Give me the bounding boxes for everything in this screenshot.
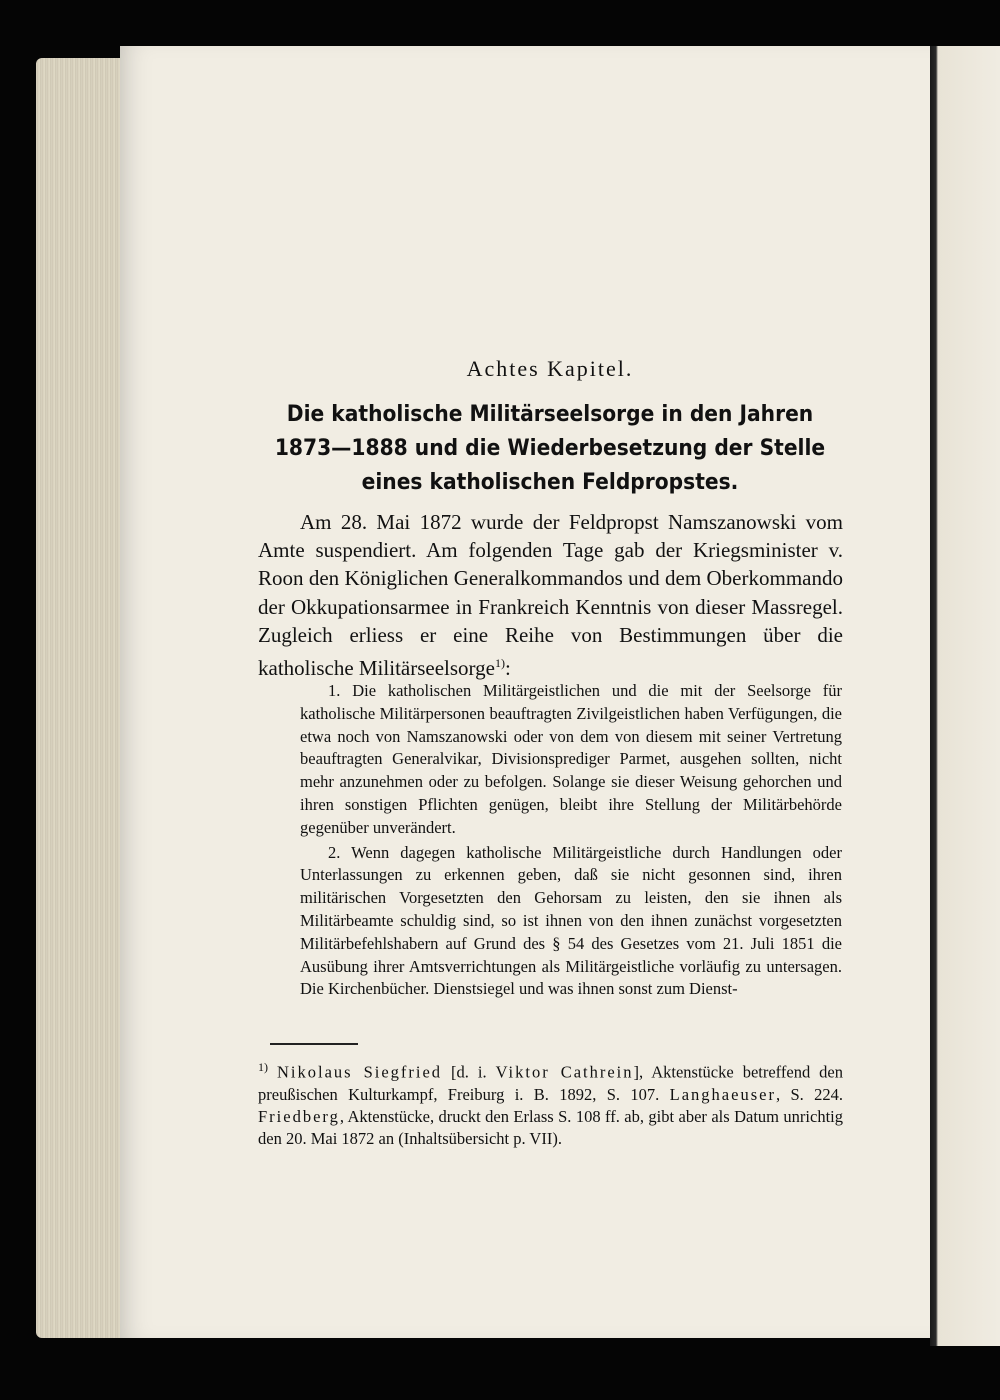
footnote-text: , S. 224. <box>775 1084 843 1104</box>
list-item: 2. Wenn dagegen katholische Militärgeistliche durch Handlungen oder Unterlassungen zu erkennen geben, daß sie nicht gesonnen sind, ihren militärischen Vorgesetzten den Gehorsam zu leisten, den sie ihnen als Militärbeamte schuldig sind, so ist ihnen von den ihnen zunächst vorgesetzten Militärbefehlshabern auf Grund des § 54 des Gesetzes vom 21. Juli 1851 die Ausübung ihrer Amtsverrichtungen als Militärgeistliche vorläufig zu untersagen. Die Kirchenbücher. Dienstsiegel und was ihnen sonst zum Dienst- <box>300 842 842 999</box>
footnote-author: Nikolaus Siegfried <box>277 1062 443 1082</box>
footnote-author: Viktor Cathrein <box>495 1062 634 1082</box>
chapter-title: Die katholische Militärseelsorge in den Jahren 1873—1888 und die Wiederbesetzung der Stelle eines katholischen Feldpropstes. <box>274 402 826 495</box>
facing-page-edge <box>930 46 1000 1346</box>
footnote-marker: 1) <box>258 1060 268 1074</box>
footnote-text: ], Aktenstücke betreffend den preußischen Kulturkampf, Freiburg i. B. 1892, S. 107. <box>258 1062 844 1104</box>
intro-text: Am 28. Mai 1872 wurde der Feldpropst Namszanowski vom Amte suspendiert. Am folgenden Tage gab der Kriegsminister v. Roon den Königlichen Generalkommandos und dem Oberkommando der Okkupationsarmee in Frankreich Kenntnis von dieser Massregel. Zugleich erliess er eine Reihe von Bestimmungen über die katholische Militärseelsorge <box>258 510 843 681</box>
footnote-author: Langhaeuser <box>669 1084 776 1104</box>
regulations-list <box>300 680 842 1003</box>
footnote-author: Friedberg <box>258 1106 340 1126</box>
list-item: 1. Die katholischen Militärgeistlichen und die mit der Seelsorge für katholische Militärpersonen beauftragten Zivilgeistlichen haben Verfügungen, die etwa noch von Namszanowski oder von dem von diesem mit seiner Vertretung beauftragten Generalvikar, Divisionsprediger Parmet, ausgehen sollten, nicht mehr anzunehmen oder zu befolgen. Solange sie dieser Weisung gehorchen und ihren sonstigen Pflichten genügen, bleibt ihre Stellung der Militärbehörde gegenüber unverändert. <box>300 681 842 837</box>
footnote-text: , Aktenstücke, druckt den Erlass S. 108 ff. ab, gibt aber als Datum unrichtig den 20. Mai 1872 an (Inhaltsübersicht p. VII). <box>258 1106 843 1148</box>
intro-colon: : <box>504 656 511 681</box>
footnote-divider <box>270 1043 358 1045</box>
footnote-text: [d. i. <box>442 1062 496 1082</box>
intro-paragraph <box>258 508 843 682</box>
chapter-heading: Achtes Kapitel. <box>466 356 634 381</box>
footnote-reference: 1) <box>494 656 505 671</box>
page-edge-stack <box>36 58 126 1338</box>
footnote <box>258 1056 843 1150</box>
